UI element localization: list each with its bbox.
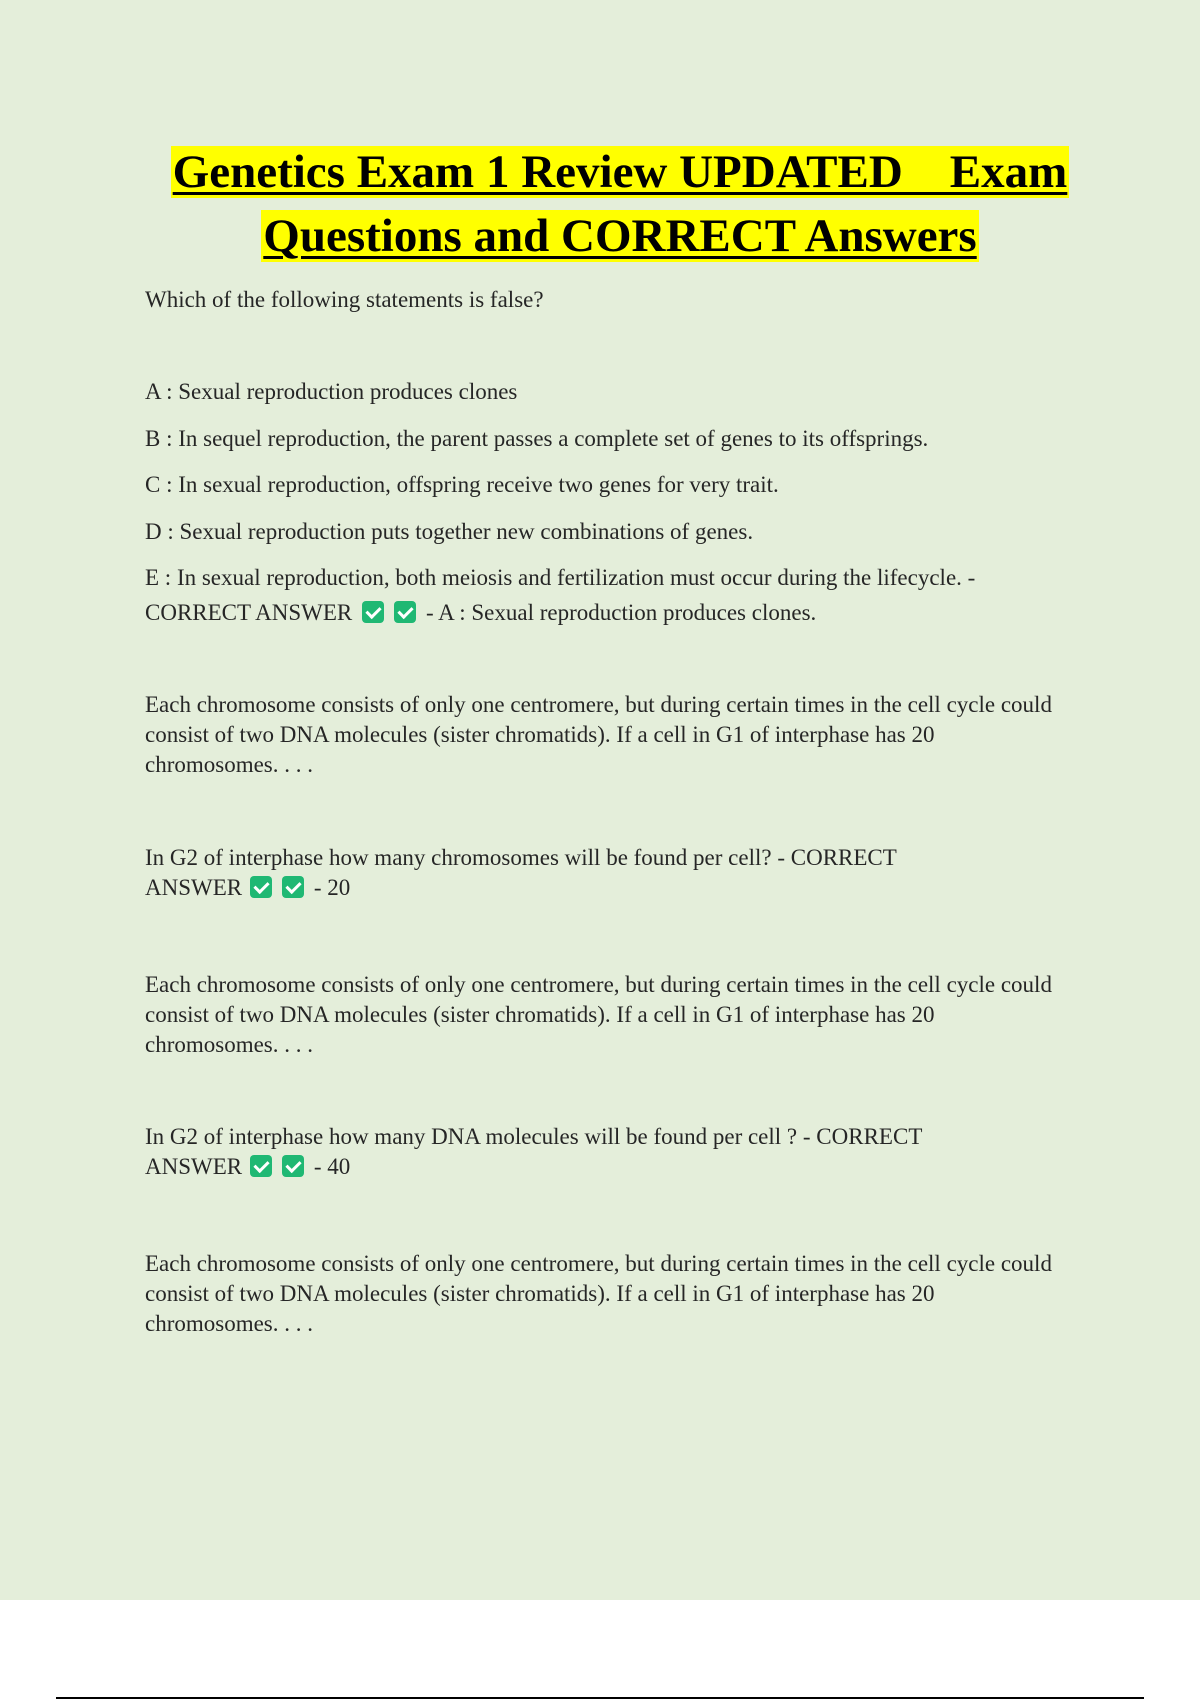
answer-label: ANSWER — [145, 875, 243, 900]
check-icon — [250, 876, 272, 898]
question-stem-1: Each chromosome consists of only one centromere, but during certain times in the cell cycle could consist of two DNA molecules (sister chromatids). If a cell in G1 of interphase has 20 chromosomes. . . . — [145, 692, 1052, 777]
answer-value: - 40 — [313, 1154, 351, 1179]
check-icon — [282, 876, 304, 898]
footer-divider — [56, 1697, 1144, 1699]
question-stem-3: Each chromosome consists of only one centromere, but during certain times in the cell cycle could consist of two DNA molecules (sister chromatids). If a cell in G1 of interphase has 20 chromosomes. . . . — [145, 1251, 1052, 1336]
check-icon — [362, 601, 384, 623]
answer-label: CORRECT ANSWER — [145, 600, 353, 625]
check-icon — [282, 1155, 304, 1177]
option-d: D : Sexual reproduction puts together new combinations of genes. — [145, 519, 754, 544]
question-3 — [145, 1122, 1065, 1182]
option-a: A : Sexual reproduction produces clones — [145, 379, 518, 404]
answer-label: ANSWER — [145, 1154, 243, 1179]
title-line-1: Genetics Exam 1 Review UPDATED Exam — [172, 146, 1068, 198]
option-b: B : In sequel reproduction, the parent passes a complete set of genes to its offsprings. — [145, 426, 929, 451]
check-icon — [250, 1155, 272, 1177]
document-title — [120, 140, 1120, 268]
answer-value: - A : Sexual reproduction produces clones. — [426, 600, 817, 625]
question-stem-2: Each chromosome consists of only one centromere, but during certain times in the cell cycle could consist of two DNA molecules (sister chromatids). If a cell in G1 of interphase has 20 chromosomes. . . . — [145, 972, 1052, 1057]
option-c: C : In sexual reproduction, offspring receive two genes for very trait. — [145, 472, 779, 497]
option-e: E : In sexual reproduction, both meiosis and fertilization must occur during the lifecycle. - — [145, 565, 976, 590]
answer-value: - 20 — [313, 875, 351, 900]
check-icon — [394, 601, 416, 623]
question-2 — [145, 843, 1065, 903]
question-2-text: In G2 of interphase how many chromosomes will be found per cell? - CORRECT — [145, 845, 897, 870]
question-1-text: Which of the following statements is false? — [145, 287, 544, 312]
question-3-text: In G2 of interphase how many DNA molecules will be found per cell ? - CORRECT — [145, 1124, 923, 1149]
title-line-2: Questions and CORRECT Answers — [263, 210, 977, 262]
answer-1 — [145, 598, 816, 628]
